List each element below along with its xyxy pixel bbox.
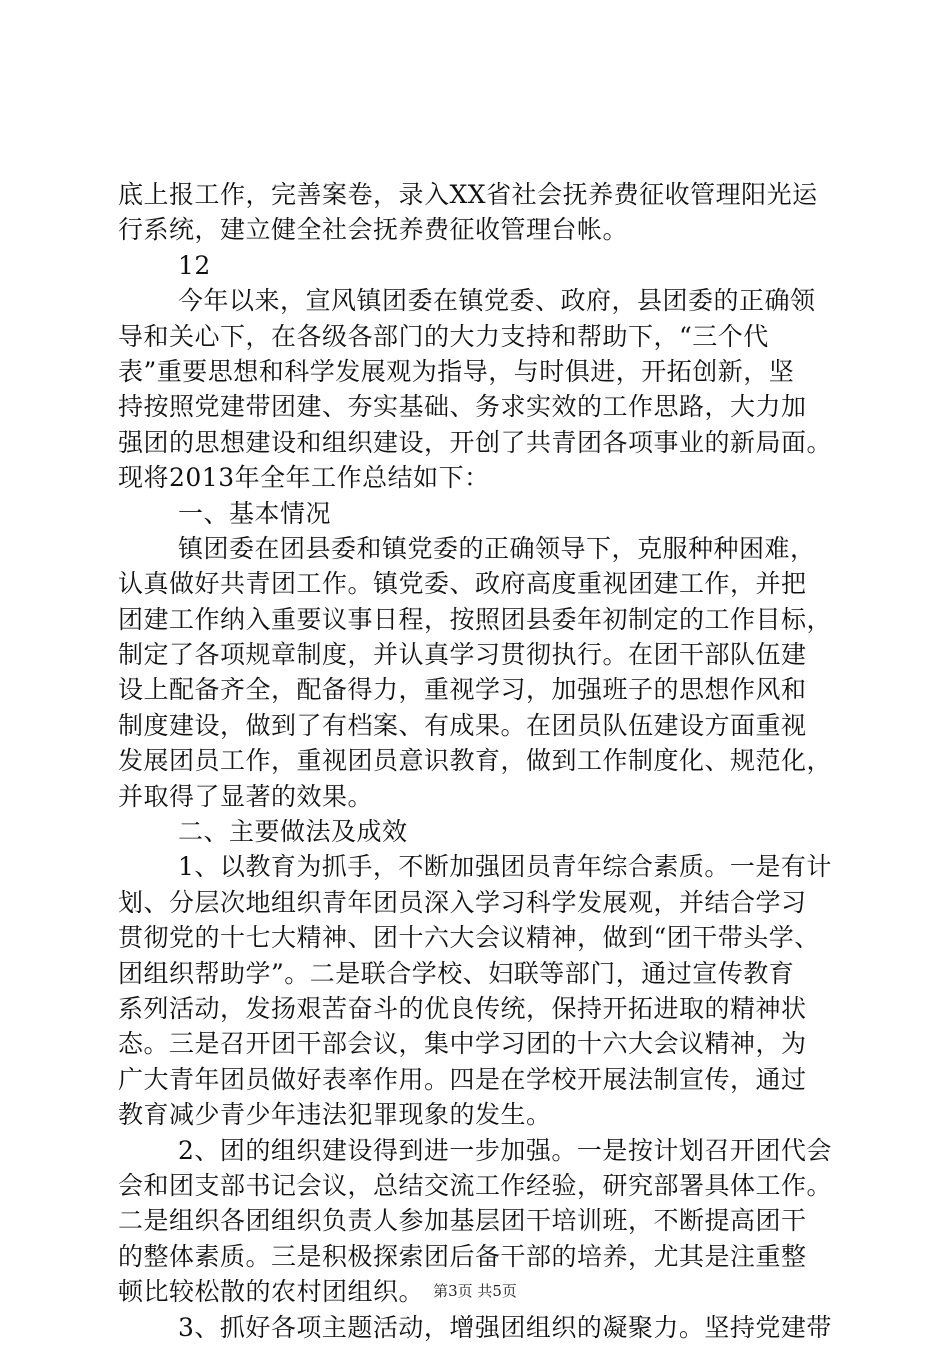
text-line: 强团的思想建设和组织建设，开创了共青团各项事业的新局面。 bbox=[118, 427, 833, 457]
text-line: 行系统，建立健全社会抚养费征收管理台帐。 bbox=[118, 215, 629, 245]
paragraph-start-line: 1、以教育为抓手，不断加强团员青年综合素质。一是有计 bbox=[178, 852, 832, 882]
text-line: 并取得了显著的效果。 bbox=[118, 781, 374, 811]
text-line: 导和关心下，在各级各部门的大力支持和帮助下，“三个代 bbox=[118, 321, 769, 351]
text-line: 制度建设，做到了有档案、有成果。在团员队伍建设方面重视 bbox=[118, 710, 807, 740]
text-line: 的整体素质。三是积极探索团后备干部的培养，尤其是注重整 bbox=[118, 1241, 807, 1271]
page-number-footer: 第3页 共5页 bbox=[433, 1282, 517, 1300]
text-line: 系列活动，发扬艰苦奋斗的优良传统，保持开拓进取的精神状 bbox=[118, 993, 807, 1023]
text-line: 持按照党建带团建、夯实基础、务求实效的工作思路，大力加 bbox=[118, 392, 807, 422]
text-line: 二是组织各团组织负责人参加基层团干培训班，不断提高团干 bbox=[118, 1206, 807, 1236]
document-body bbox=[118, 177, 838, 1345]
text-line: 顿比较松散的农村团组织。 bbox=[118, 1277, 425, 1307]
text-line: 发展团员工作，重视团员意识教育，做到工作制度化、规范化， bbox=[118, 746, 833, 776]
text-line: 团建工作纳入重要议事日程，按照团县委年初制定的工作目标， bbox=[118, 604, 833, 634]
text-line: 态。三是召开团干部会议，集中学习团的十六大会议精神，为 bbox=[118, 1029, 807, 1059]
text-line: 贯彻党的十七大精神、团十六大会议精神，做到“团干带头学、 bbox=[118, 923, 820, 953]
text-line: 教育减少青少年违法犯罪现象的发生。 bbox=[118, 1100, 552, 1130]
text-line: 12 bbox=[178, 250, 211, 280]
section-heading: 二、主要做法及成效 bbox=[178, 817, 408, 847]
text-line: 团组织帮助学”。二是联合学校、妇联等部门，通过宣传教育 bbox=[118, 958, 795, 988]
paragraph-start-line: 2、团的组织建设得到进一步加强。一是按计划召开团代会 bbox=[178, 1135, 832, 1165]
text-line: 底上报工作，完善案卷，录入XX省社会抚养费征收管理阳光运 bbox=[118, 180, 818, 209]
text-line: 会和团支部书记会议，总结交流工作经验，研究部署具体工作。 bbox=[118, 1170, 833, 1200]
paragraph-start-line: 镇团委在团县委和镇党委的正确领导下，克服种种困难， bbox=[178, 533, 816, 563]
text-line: 制定了各项规章制度，并认真学习贯彻执行。在团干部队伍建 bbox=[118, 640, 807, 670]
paragraph-start-line: 今年以来，宣风镇团委在镇党委、政府，县团委的正确领 bbox=[178, 286, 816, 316]
text-line: 表”重要思想和科学发展观为指导，与时俱进，开拓创新，坚 bbox=[118, 356, 795, 386]
section-heading: 一、基本情况 bbox=[178, 498, 332, 528]
text-line: 设上配备齐全，配备得力，重视学习，加强班子的思想作风和 bbox=[118, 675, 807, 705]
text-line: 划、分层次地组织青年团员深入学习科学发展观，并结合学习 bbox=[118, 887, 807, 917]
text-line: 认真做好共青团工作。镇党委、政府高度重视团建工作，并把 bbox=[118, 569, 807, 599]
text-line: 现将2013年全年工作总结如下： bbox=[118, 463, 490, 493]
paragraph-start-line: 3、抓好各项主题活动，增强团组织的凝聚力。坚持党建带 bbox=[178, 1312, 832, 1342]
text-line: 广大青年团员做好表率作用。四是在学校开展法制宣传，通过 bbox=[118, 1064, 807, 1094]
